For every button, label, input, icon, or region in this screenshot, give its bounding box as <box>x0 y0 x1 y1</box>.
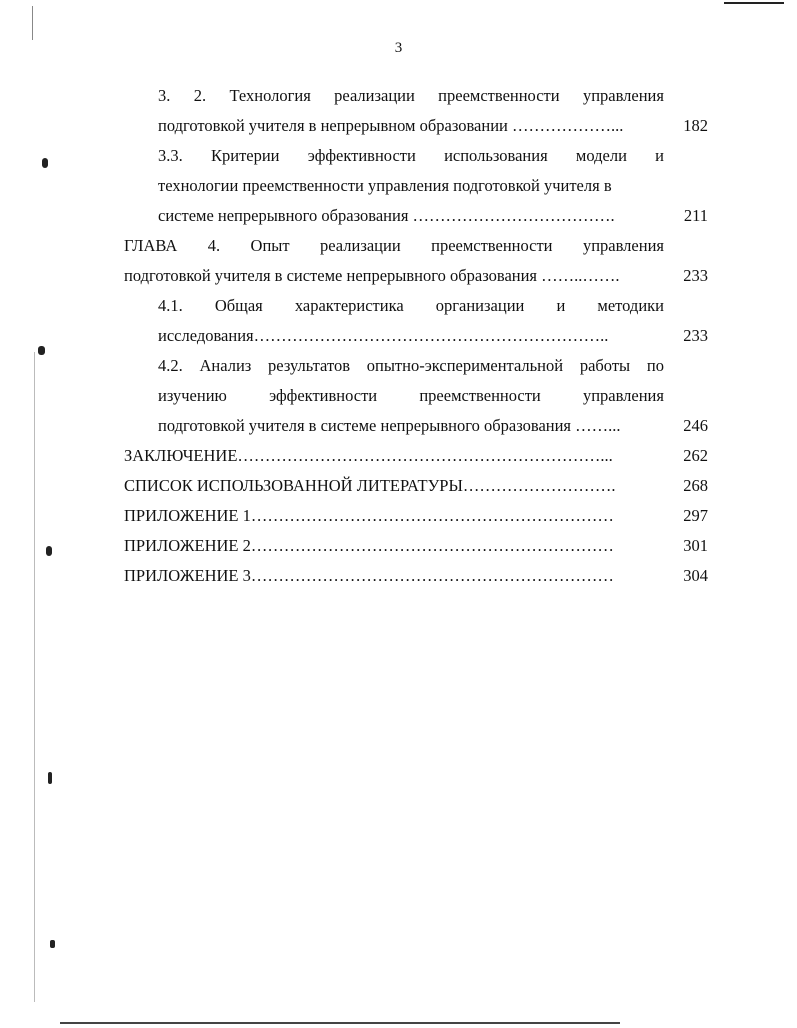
toc-entry-3-2-line-1 <box>158 84 664 108</box>
toc-entry-conclusion: ЗАКЛЮЧЕНИЕ…………………………………………………………... <box>124 446 613 465</box>
toc-word: характеристика <box>294 296 404 315</box>
toc-word: эффективности <box>307 146 416 165</box>
toc-word: ГЛАВА <box>124 236 178 255</box>
toc-word: опытно-экспериментальной <box>366 356 564 375</box>
toc-page-number: 301 <box>683 536 708 555</box>
binder-hole-mark <box>50 940 55 948</box>
toc-page-number: 233 <box>683 266 708 285</box>
toc-word: 4. <box>207 236 221 255</box>
toc-word: организации <box>435 296 525 315</box>
toc-entry-bibliography: СПИСОК ИСПОЛЬЗОВАННОЙ ЛИТЕРАТУРЫ………………………. <box>124 476 616 495</box>
toc-word: 2. <box>193 86 207 105</box>
toc-page-number: 211 <box>683 206 708 225</box>
toc-entry-4-1-line-1 <box>158 294 664 318</box>
toc-entry-3-2-line-2: подготовкой учителя в непрерывном образовании ………………... <box>158 116 624 135</box>
binder-hole-mark <box>46 546 52 556</box>
toc-entry-appendix-2: ПРИЛОЖЕНИЕ 2………………………………………………………… <box>124 536 614 555</box>
toc-word: Критерии <box>210 146 280 165</box>
toc-word: 3. <box>158 86 171 105</box>
toc-page-number: 262 <box>683 446 708 465</box>
toc-entry-3-3-line-3: системе непрерывного образования ………………………………. <box>158 206 615 225</box>
toc-word: Общая <box>214 296 263 315</box>
toc-entry-4-1-line-2: исследования……………………………………………………….. <box>158 326 609 345</box>
toc-page-number: 297 <box>683 506 708 525</box>
toc-entry-3-3-line-2: технологии преемственности управления подготовкой учителя в <box>158 176 612 195</box>
toc-entry-chapter-4-line-2: подготовкой учителя в системе непрерывного образования ……..……. <box>124 266 620 285</box>
scan-top-edge-mark <box>724 2 784 4</box>
toc-word: 4.2. <box>158 356 183 375</box>
toc-entry-4-2-line-3: подготовкой учителя в системе непрерывного образования ……... <box>158 416 621 435</box>
toc-word: управления <box>582 386 664 405</box>
toc-page-number: 304 <box>683 566 708 585</box>
toc-word: управления <box>582 236 664 255</box>
toc-word: использования <box>444 146 548 165</box>
binder-hole-mark <box>48 772 52 784</box>
toc-word: 3.3. <box>158 146 183 165</box>
toc-page-number: 233 <box>683 326 708 345</box>
toc-word: 4.1. <box>158 296 183 315</box>
toc-word: Технология <box>229 86 311 105</box>
toc-entry-appendix-1: ПРИЛОЖЕНИЕ 1………………………………………………………… <box>124 506 614 525</box>
toc-word: преемственности <box>419 386 541 405</box>
toc-word: реализации <box>320 236 401 255</box>
toc-word: модели <box>575 146 627 165</box>
scan-bottom-edge-mark <box>60 1022 620 1024</box>
toc-word: Опыт <box>250 236 290 255</box>
toc-word: эффективности <box>269 386 378 405</box>
binder-hole-mark <box>42 158 48 168</box>
scan-edge-line-left-top <box>32 6 33 40</box>
toc-page-number: 246 <box>683 416 708 435</box>
toc-word: преемственности <box>431 236 553 255</box>
toc-entry-appendix-3: ПРИЛОЖЕНИЕ 3………………………………………………………… <box>124 566 614 585</box>
toc-entry-chapter-4-line-1 <box>124 234 664 258</box>
toc-entry-3-3-line-1 <box>158 144 664 168</box>
toc-word: Анализ <box>199 356 252 375</box>
binder-hole-mark <box>38 346 45 355</box>
toc-word: методики <box>597 296 664 315</box>
page-number: 3 <box>394 40 403 56</box>
toc-entry-4-2-line-1 <box>158 354 664 378</box>
toc-word: реализации <box>334 86 415 105</box>
toc-word: управления <box>582 86 664 105</box>
toc-word: и <box>556 296 566 315</box>
toc-word: и <box>655 146 664 165</box>
toc-word: по <box>646 356 664 375</box>
toc-page-number: 182 <box>683 116 708 135</box>
scan-edge-line-left <box>34 352 35 1002</box>
toc-word: изучению <box>158 386 227 405</box>
toc-word: преемственности <box>438 86 560 105</box>
toc-word: работы <box>579 356 631 375</box>
toc-word: результатов <box>268 356 350 375</box>
toc-entry-4-2-line-2 <box>158 384 664 408</box>
toc-page-number: 268 <box>683 476 708 495</box>
